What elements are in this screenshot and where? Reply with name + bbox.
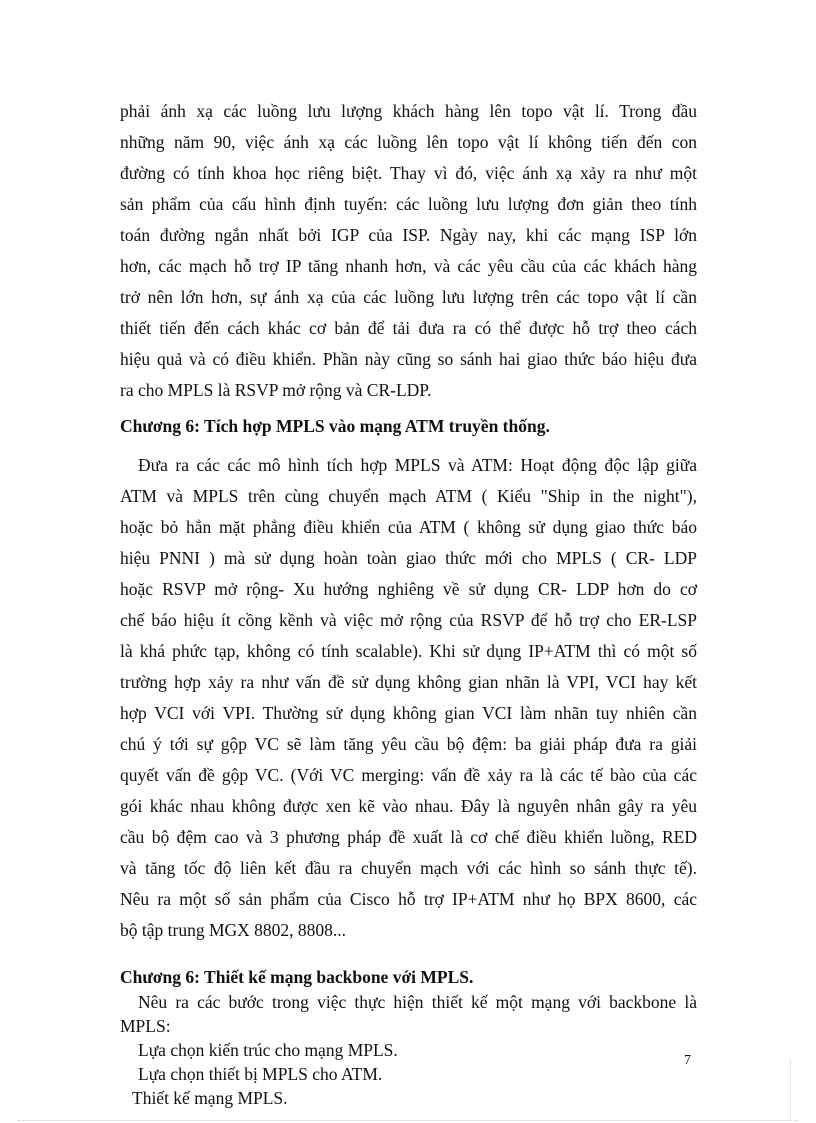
paragraph-1-line: những năm 90, việc ánh xạ các luồng lên topo vật lí không tiến đến con bbox=[120, 132, 697, 152]
paragraph-2-line: ATM và MPLS trên cùng chuyển mạch ATM ( Kiểu "Ship in the night"), bbox=[120, 486, 697, 506]
paragraph-2-line: và tăng tốc độ liên kết đầu ra chuyển mạch với các hình so sánh thực tế). bbox=[120, 858, 697, 878]
chapter-heading: Chương 6: Tích hợp MPLS vào mạng ATM truyền thống. bbox=[120, 416, 550, 436]
page-number: 7 bbox=[684, 1053, 691, 1068]
paragraph-2-line: là khá phức tạp, không có tính scalable). Khi sử dụng IP+ATM thì có một số bbox=[120, 641, 697, 661]
paragraph-1-line: hơn, các mạch hỗ trợ IP tăng nhanh hơn, và các yêu cầu của các khách hàng bbox=[120, 256, 697, 276]
paragraph-2-line: hợp VCI với VPI. Thường sử dụng không gian VCI làm nhãn tuy nhiên cần bbox=[120, 703, 697, 723]
paragraph-2-line: quyết vấn đề gộp VC. (Với VC merging: vấn đề xảy ra là các tế bào của các bbox=[120, 765, 697, 785]
paragraph-1-line: phải ánh xạ các luồng lưu lượng khách hàng lên topo vật lí. Trong đầu bbox=[120, 101, 697, 121]
paragraph-1-line: sản phẩm của cấu hình định tuyến: các luồng lưu lượng đơn giản theo tính bbox=[120, 194, 697, 214]
paragraph-1-line: đường có tính khoa học riêng biệt. Thay vì đó, việc ánh xạ xảy ra như một bbox=[120, 163, 697, 183]
paragraph-1-line: hiệu quả và có điều khiển. Phần này cũng so sánh hai giao thức báo hiệu đưa bbox=[120, 349, 697, 369]
paragraph-1-line: ra cho MPLS là RSVP mở rộng và CR-LDP. bbox=[120, 380, 432, 400]
paragraph-2-line: gói khác nhau không được xen kẽ vào nhau. Đây là nguyên nhân gây ra yêu bbox=[120, 796, 697, 816]
chapter-heading: Chương 6: Thiết kế mạng backbone với MPLS. bbox=[120, 967, 474, 987]
page-border-right bbox=[790, 1060, 791, 1120]
paragraph-1-line: thiết tiến đến cách khác cơ bản để tải đưa ra có thể được hỗ trợ theo cách bbox=[120, 318, 697, 338]
paragraph-2-line: Nêu ra một số sản phẩm của Cisco hỗ trợ IP+ATM như họ BPX 8600, các bbox=[120, 889, 697, 909]
paragraph-2-line: chế báo hiệu ít cồng kềnh và việc mở rộng của RSVP để hỗ trợ cho ER-LSP bbox=[120, 610, 697, 630]
step-item: Thiết kế mạng MPLS. bbox=[132, 1088, 288, 1108]
paragraph-2-line: hoặc RSVP mở rộng- Xu hướng nghiêng về sử dụng CR- LDP hơn do cơ bbox=[120, 579, 697, 599]
paragraph-2-line: Đưa ra các các mô hình tích hợp MPLS và ATM: Hoạt động độc lập giữa bbox=[138, 455, 697, 475]
paragraph-1-line: toán đường ngắn nhất bởi IGP của ISP. Ngày nay, khi các mạng ISP lớn bbox=[120, 225, 697, 245]
paragraph-3-line: Nêu ra các bước trong việc thực hiện thiết kế một mạng với backbone là bbox=[138, 992, 697, 1012]
paragraph-1-line: trở nên lớn hơn, sự ánh xạ của các luồng lưu lượng trên các topo vật lí cần bbox=[120, 287, 697, 307]
page-border-bottom bbox=[18, 1120, 798, 1121]
paragraph-2-line: cầu bộ đệm cao và 3 phương pháp đề xuất là cơ chế điều khiển luồng, RED bbox=[120, 827, 697, 847]
paragraph-2-line: hiệu PNNI ) mà sử dụng hoàn toàn giao thức mới cho MPLS ( CR- LDP bbox=[120, 548, 697, 568]
step-item: Lựa chọn kiến trúc cho mạng MPLS. bbox=[138, 1040, 398, 1060]
paragraph-2-line: hoặc bỏ hẳn mặt phẳng điều khiển của ATM ( không sử dụng giao thức báo bbox=[120, 517, 697, 537]
paragraph-2-line: bộ tập trung MGX 8802, 8808... bbox=[120, 920, 347, 940]
paragraph-2-line: chú ý tới sự gộp VC sẽ làm tăng yêu cầu bộ đệm: ba giải pháp đưa ra giải bbox=[120, 734, 697, 754]
paragraph-2-line: trường hợp xảy ra như vấn đề sử dụng không gian nhãn là VPI, VCI hay kết bbox=[120, 672, 697, 692]
step-item: Lựa chọn thiết bị MPLS cho ATM. bbox=[138, 1064, 383, 1084]
paragraph-3-line: MPLS: bbox=[120, 1016, 171, 1036]
